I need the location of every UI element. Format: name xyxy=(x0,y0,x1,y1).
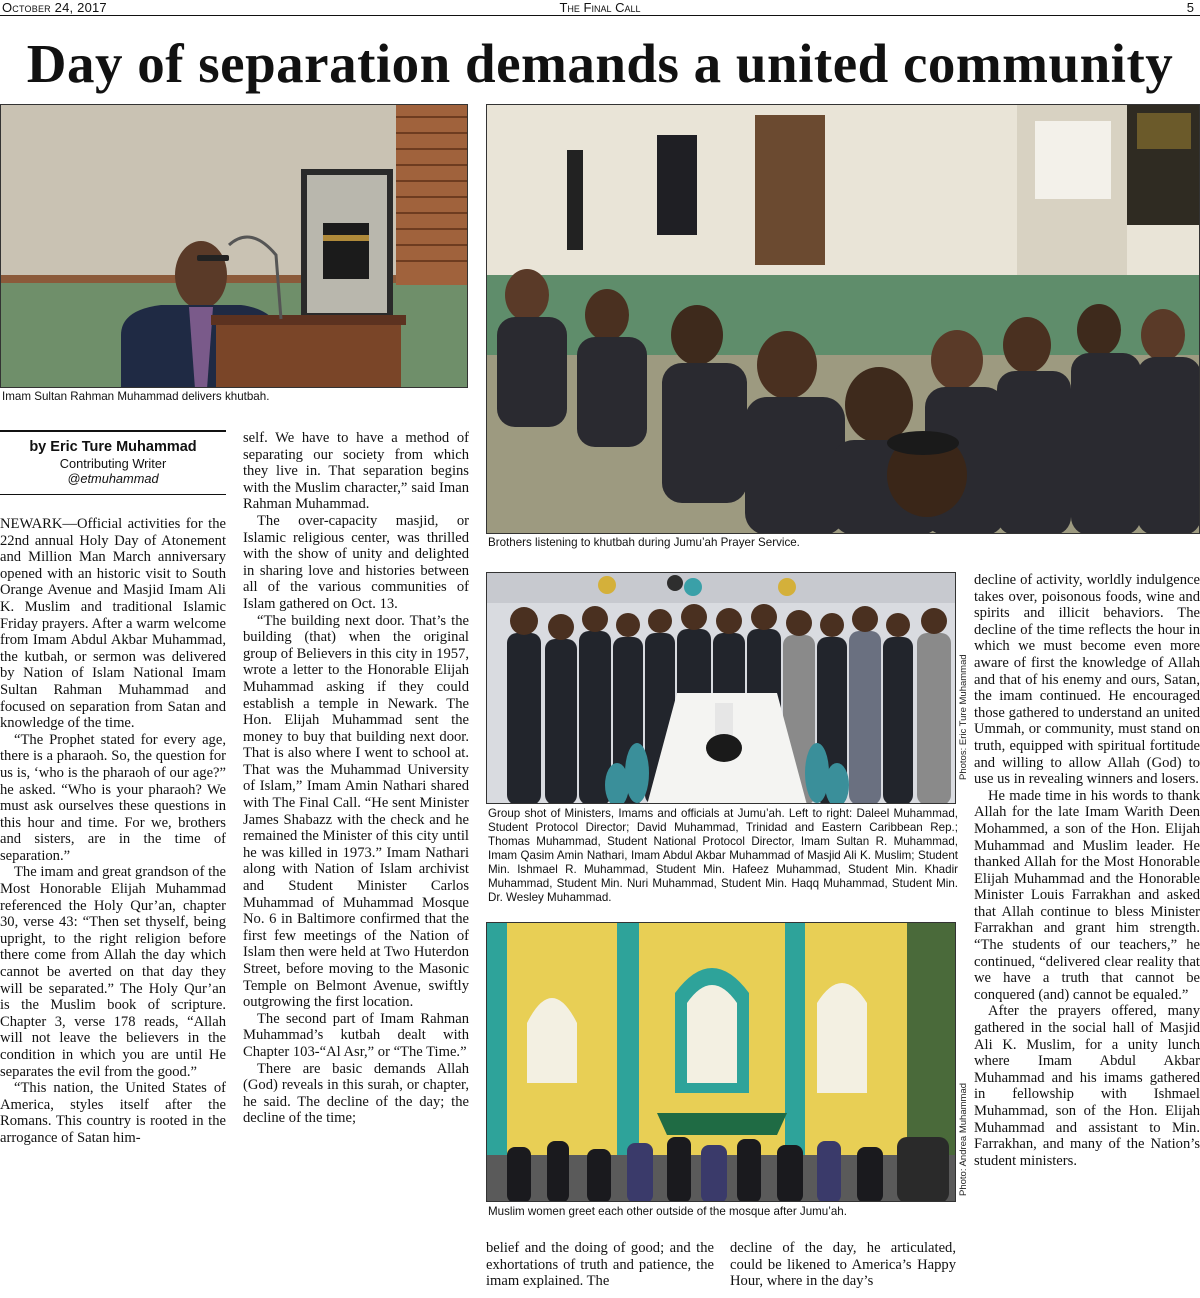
audience-caption: Brothers listening to khutbah during Jumu’ah Prayer Service. xyxy=(488,536,800,549)
article-paragraph: self. We have to have a method of separating our society from which they live in. That separation begins with the Muslim character,” said Iman Rahman Muhammad. xyxy=(243,430,469,513)
page-header xyxy=(0,0,1200,16)
article-paragraph: belief and the doing of good; and the exhortations of truth and patience, the imam explained. The xyxy=(486,1240,714,1290)
group-photo-image xyxy=(487,573,956,804)
podium xyxy=(211,315,406,388)
byline-rule-bottom xyxy=(0,494,226,495)
speaker-photo-image xyxy=(1,105,468,388)
mosque-photo xyxy=(486,922,956,1202)
group-photo xyxy=(486,572,956,804)
article-paragraph: The over-capacity masjid, or Islamic religious center, was thrilled with the show of unity and delighted in sharing love and histories between all of the various communities of Islam gathered on Oct. 13. xyxy=(243,512,469,612)
article-paragraph: The second part of Imam Rahman Muhammad’s kutbah dealt with Chapter 103-“Al Asr,” or “The Time.” xyxy=(243,1010,469,1060)
article-paragraph: decline of the day, he articulated, could be likened to America’s Happy Hour, where in the day’s xyxy=(730,1240,956,1290)
article-column-3 xyxy=(486,1240,714,1296)
headline: Day of separation demands a united community xyxy=(26,33,1174,94)
group-caption: Group shot of Ministers, Imams and officials at Jumu’ah. Left to right: Daleel Muhammad, Student Protocol Director; David Muhammad, Trinidad and Eastern Caribbean Rep.; Thomas Muhammad, Student National Protocol Director, Imam Sultan R. Muhammad, Imam Qasim Amin Nathari, Imam Abdul Akbar Muhammad of Masjid Ali K. Muslim; Student Min. Ishmael R. Muhammad, Student Min. Hafeez Muhammad, Student Min. Khadir Muhammad, Student Min. Nuri Muhammad, Student Min. Haqq Muhammad, Student Min. Dr. Wesley Muhammad. xyxy=(488,807,958,904)
article-column-4 xyxy=(730,1240,956,1296)
article-paragraph: NEWARK—Official activities for the 22nd annual Holy Day of Atonement and Million Man March anniversary opened with an historic visit to South Orange Avenue and Masjid Imam Ali K. Muslim and traditional Islamic Friday prayers. After a warm welcome from Imam Abdul Akbar Muhammad, the kutbah, or sermon was delivered by Nation of Islam National Imam Sultan Rahman Muhammad and focused on separation from Satan and knowledge of the time. xyxy=(0,516,226,732)
article-column-1 xyxy=(0,516,226,1296)
speaker-caption: Imam Sultan Rahman Muhammad delivers khutbah. xyxy=(2,390,270,403)
article-column-5 xyxy=(974,572,1200,1296)
byline-author: by Eric Ture Muhammad xyxy=(29,439,197,455)
audience-photo xyxy=(486,104,1200,534)
mosque-awning xyxy=(657,1113,787,1135)
article-paragraph: After the prayers offered, many gathered in the social hall of Masjid Ali K. Muslim, for a unity lunch where Imam Abdul Akbar Muhammad and his imams gathered in fellowship with Ishmael Muhammad, son of the Hon. Elijah Muhammad and assistant to Min. Farrakhan, and many of the Nation’s student ministers. xyxy=(974,1003,1200,1169)
window-blinds xyxy=(396,105,468,285)
framed-picture xyxy=(301,169,393,319)
bookshelf xyxy=(755,115,825,265)
article-paragraph: “This nation, the United States of America, styles itself after the Romans. This country is rooted in the arrogance of Satan him- xyxy=(0,1080,226,1146)
article-column-2 xyxy=(243,430,469,1296)
mosque-photo-credit: Photo: Andrea Muhammad xyxy=(958,1082,969,1196)
standing-man xyxy=(657,135,697,235)
speaker-photo xyxy=(0,104,468,388)
article-paragraph: The imam and great grandson of the Most Honorable Elijah Muhammad referenced the Holy Qur’an, chapter 30, verse 43: “Then set thyself, being upright, to the right religion before there come from Allah the day which cannot be averted on that day they will be separated.” The Holy Qur’an is the Muslim book of scripture. Chapter 3, verse 178 reads, “Allah will not leave the believers in the condition in which you are until He separates the evil from the good.” xyxy=(0,864,226,1080)
byline-rule-top xyxy=(0,430,226,432)
mosque-photo-image xyxy=(487,923,956,1202)
camera-tripod xyxy=(567,150,583,250)
audience-photo-image xyxy=(487,105,1200,534)
publication-name: The Final Call xyxy=(559,0,641,15)
mosque-caption: Muslim women greet each other outside of the mosque after Jumu’ah. xyxy=(488,1205,847,1218)
byline-handle: @etmuhammad xyxy=(67,471,159,486)
group-photo-credit: Photos: Eric Ture Muhammad xyxy=(958,654,969,780)
article-paragraph: He made time in his words to thank Allah for the late Imam Warith Deen Mohammed, a son of the Hon. Elijah Muhammad and Muslim leader. He thanked Allah for the Most Honorable Elijah Muhammad and the Honorable Minister Louis Farrakhan and asked that Allah continue to bless Minister Farrakhan and grant him strength. “The students of our teachers,” he continued, “delivered clear reality that we have a truth that cannot be conquered (and) cannot be equaled.” xyxy=(974,787,1200,1003)
article-paragraph: decline of activity, worldly indulgence takes over, poisonous foods, wine and spirits and illicit behaviors. The decline of the time reflects the hour in which we must become even more aware of first the knowledge of Allah and that of his enemy and ours, Satan, the imam continued. He encouraged those gathered to understand an united Ummah, or community, must stand on truth, equipped with spiritual fortitude and willing to allow Allah (God) to use us in revealing winners and losers. xyxy=(974,572,1200,788)
issue-date: October 24, 2017 xyxy=(2,0,107,15)
article-paragraph: There are basic demands Allah (God) reveals in this surah, or chapter, he said. The decline of the day; the decline of the time; xyxy=(243,1060,469,1127)
page-number: 5 xyxy=(1186,0,1194,15)
byline-title: Contributing Writer xyxy=(59,456,167,471)
byline xyxy=(0,438,226,486)
article-paragraph: “The Prophet stated for every age, there is a pharaoh. So, the question for us is, ‘who is the pharaoh of our age?” he asked. “Who is your pharaoh? We must ask ourselves these questions in this hour and time. For we, brothers and sisters, are in the time of separation.” xyxy=(0,731,226,864)
article-paragraph: “The building next door. That’s the building (that) when the original group of Believers in this city in 1957, wrote a letter to the Honorable Elijah Muhammad asking if they could establish a temple in Newark. The Hon. Elijah Muhammad sent the money to buy that building next door. That is also where I went to school at. That was the Muhammad University of Islam,” Imam Amin Nathari shared with The Final Call. “He sent Minister James Shabazz with the check and he remained the Minister of this city until he was killed in 1973.” Imam Nathari along with Nation of Islam archivist and Student Minister Carlos Muhammad of Muhammad Mosque No. 6 in Baltimore confirmed that the first few meetings of the Nation of Islam then were held at Two Huterdon Street, before moving to the Masonic Temple on Belmont Avenue, swiftly outgrowing the first location. xyxy=(243,612,469,1011)
